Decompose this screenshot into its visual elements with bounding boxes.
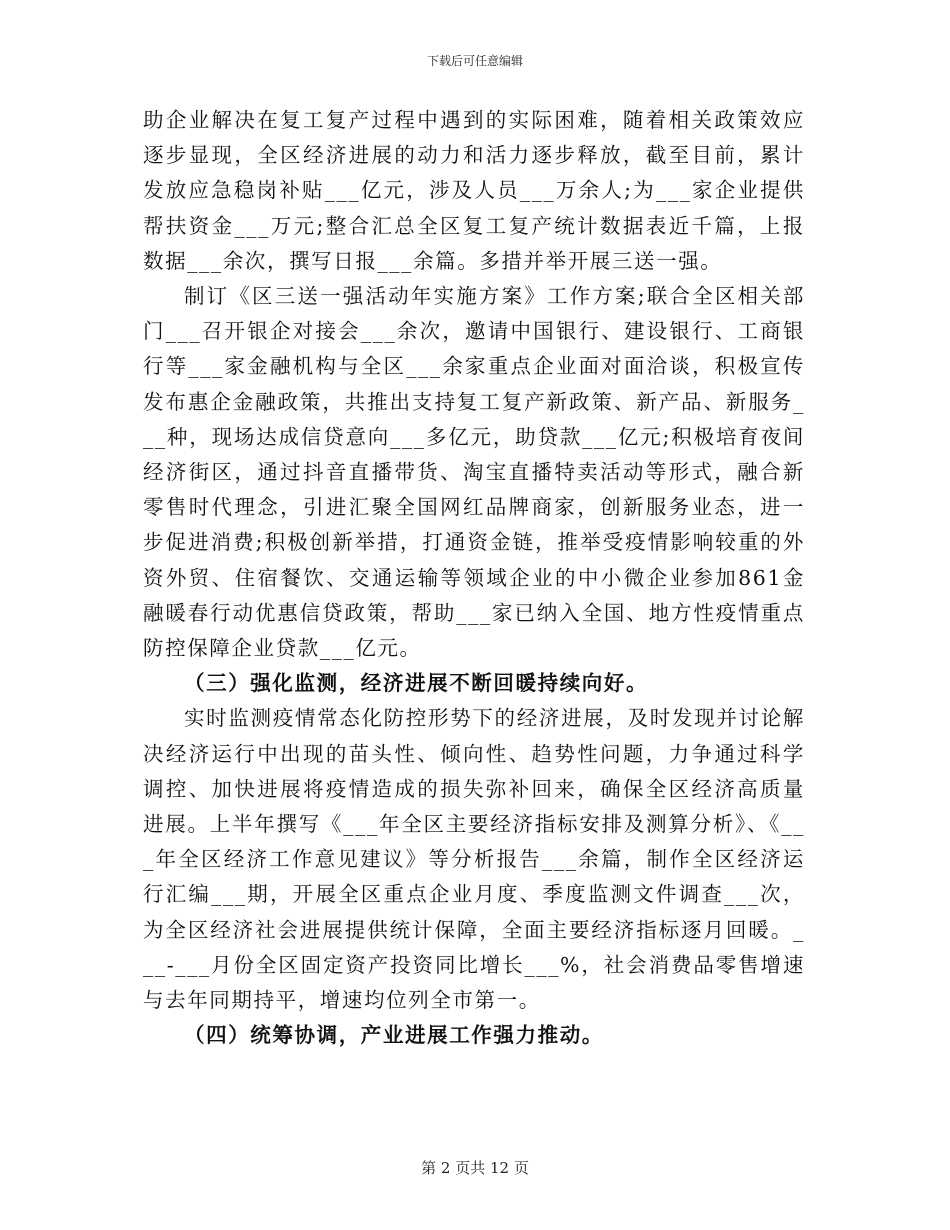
section-heading-three: （三）强化监测，经济进展不断回暖持续向好。 [184, 671, 649, 696]
page-header: 下载后可任意编辑 [426, 54, 523, 68]
paragraph-monitoring: 实时监测疫情常态化防控形势下的经济进展，及时发现并讨论解决经济运行中出现的苗头性、倾向性、趋势性问题，力争通过科学调控、加快进展将疫情造成的损失弥补回来，确保全区经济高质量进展。上半年撰写《___年全区主要经济指标安排及测算分析》、《___年全区经济工作意见建议》等分析报告___余篇，制作全区经济运行汇编___期，开展全区重点企业月度、季度监测文件调查___次，为全区经济社会进展提供统计保障，全面主要经济指标逐月回暖。___-___月份全区固定资产投资同比增长___%，社会消费品零售增速与去年同期持平，增速均位列全市第一。 [143, 706, 805, 1013]
paragraph-continuation: 助企业解决在复工复产过程中遇到的实际困难，随着相关政策效应逐步显现，全区经济进展的动力和活力逐步释放，截至目前，累计发放应急稳岗补贴___亿元，涉及人员___万余人;为___家企业提供帮扶资金___万元;整合汇总全区复工复产统计数据表近千篇，上报数据___余次，撰写日报___余篇。多措并举开展三送一强。 [143, 108, 805, 273]
paragraph-three-send-one-strong: 制订《区三送一强活动年实施方案》工作方案;联合全区相关部门___召开银企对接会___余次，邀请中国银行、建设银行、工商银行等___家金融机构与全区___余家重点企业面对面洽谈，积极宣传发布惠企金融政策，共推出支持复工复产新政策、新产品、新服务___种，现场达成信贷意向___多亿元，助贷款___亿元;积极培育夜间经济街区，通过抖音直播带货、淘宝直播特卖活动等形式，融合新零售时代理念，引进汇聚全国网红品牌商家，创新服务业态，进一步促进消费;积极创新举措，打通资金链，推举受疫情影响较重的外资外贸、住宿餐饮、交通运输等领域企业的中小微企业参加861金融暖春行动优惠信贷政策，帮助___家已纳入全国、地方性疫情重点防控保障企业贷款___亿元。 [143, 284, 805, 661]
section-heading-four: （四）统筹协调，产业进展工作强力推动。 [184, 1023, 604, 1048]
document-body [143, 103, 805, 1053]
page-footer: 第 2 页共 12 页 [421, 1159, 529, 1177]
